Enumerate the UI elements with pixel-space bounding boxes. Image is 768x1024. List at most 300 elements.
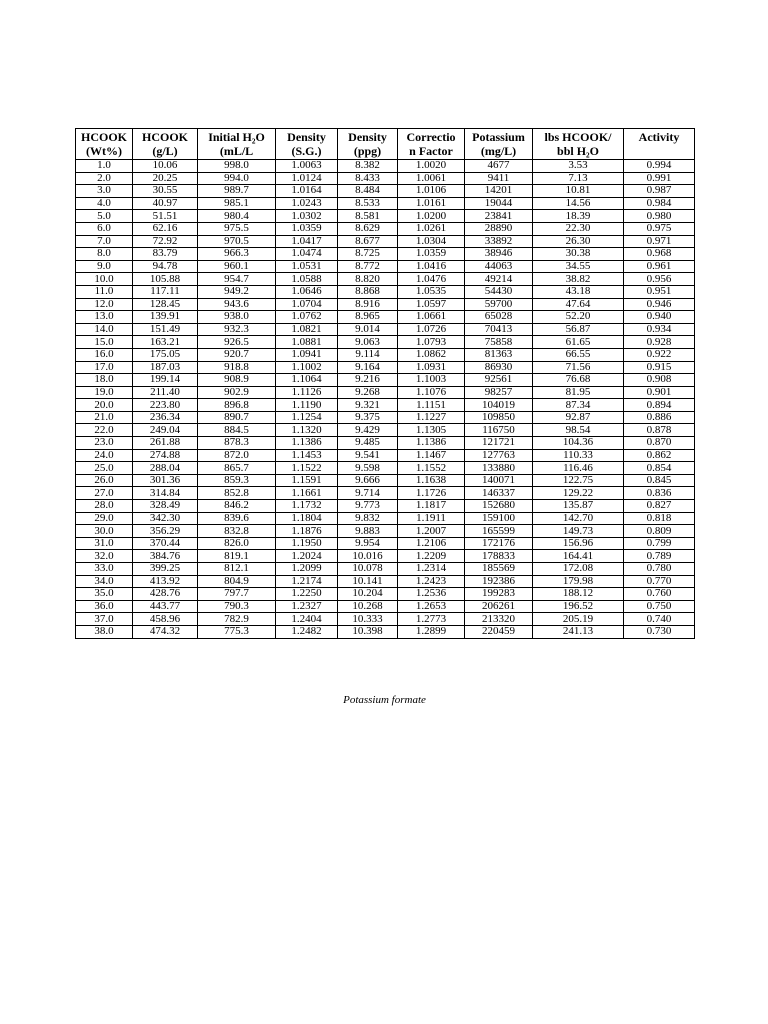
table-cell: 9.832: [338, 512, 398, 525]
table-cell: 27.0: [76, 487, 133, 500]
table-cell: 980.4: [198, 210, 276, 223]
table-cell: 1.0821: [276, 323, 338, 336]
table-row: [76, 449, 695, 462]
header-line-1: lbs HCOOK/: [544, 130, 612, 144]
table-cell: 0.901: [624, 386, 695, 399]
table-cell: 846.2: [198, 500, 276, 513]
table-row: [76, 575, 695, 588]
table-cell: 10.398: [338, 625, 398, 638]
table-row: [76, 474, 695, 487]
table-cell: 9.268: [338, 386, 398, 399]
table-cell: 1.0661: [398, 311, 465, 324]
table-cell: 998.0: [198, 160, 276, 173]
potassium-formate-table: [75, 128, 695, 639]
header-line-2: n Factor: [409, 144, 453, 158]
table-row: [76, 512, 695, 525]
table-cell: 31.0: [76, 537, 133, 550]
table-row: [76, 210, 695, 223]
header-line-2: bbl H₂O: [557, 144, 599, 158]
table-cell: 59700: [465, 298, 533, 311]
table-cell: 105.88: [133, 273, 198, 286]
table-cell: 8.725: [338, 248, 398, 261]
table-cell: 61.65: [533, 336, 624, 349]
table-row: [76, 160, 695, 173]
table-cell: 474.32: [133, 625, 198, 638]
table-cell: 8.772: [338, 260, 398, 273]
table-cell: 199283: [465, 588, 533, 601]
table-row: [76, 185, 695, 198]
table-cell: 938.0: [198, 311, 276, 324]
table-cell: 21.0: [76, 411, 133, 424]
table-cell: 975.5: [198, 222, 276, 235]
table-cell: 0.984: [624, 197, 695, 210]
table-cell: 1.2314: [398, 563, 465, 576]
table-cell: 1.1817: [398, 500, 465, 513]
header-line-1: Correctio: [406, 130, 456, 144]
table-cell: 206261: [465, 600, 533, 613]
table-cell: 14.56: [533, 197, 624, 210]
table-cell: 443.77: [133, 600, 198, 613]
table-cell: 20.25: [133, 172, 198, 185]
table-cell: 428.76: [133, 588, 198, 601]
table-row: [76, 600, 695, 613]
table-cell: 1.0726: [398, 323, 465, 336]
table-cell: 1.1227: [398, 411, 465, 424]
table-cell: 1.2007: [398, 525, 465, 538]
table-cell: 0.908: [624, 374, 695, 387]
table-cell: 1.0063: [276, 160, 338, 173]
table-cell: 9.773: [338, 500, 398, 513]
table-cell: 9.375: [338, 411, 398, 424]
table-cell: 1.1552: [398, 462, 465, 475]
table-cell: 109850: [465, 411, 533, 424]
table-cell: 10.06: [133, 160, 198, 173]
table-cell: 18.39: [533, 210, 624, 223]
table-cell: 211.40: [133, 386, 198, 399]
table-cell: 8.965: [338, 311, 398, 324]
table-cell: 2.0: [76, 172, 133, 185]
table-cell: 28.0: [76, 500, 133, 513]
table-cell: 20.0: [76, 399, 133, 412]
table-cell: 9.598: [338, 462, 398, 475]
table-cell: 1.2773: [398, 613, 465, 626]
table-cell: 0.980: [624, 210, 695, 223]
table-cell: 241.13: [533, 625, 624, 638]
table-cell: 129.22: [533, 487, 624, 500]
table-cell: 943.6: [198, 298, 276, 311]
table-cell: 826.0: [198, 537, 276, 550]
table-cell: 3.53: [533, 160, 624, 173]
table-cell: 458.96: [133, 613, 198, 626]
table-cell: 71.56: [533, 361, 624, 374]
table-cell: 926.5: [198, 336, 276, 349]
initial-water-header: [198, 129, 276, 160]
header-line-1: Activity: [638, 130, 680, 144]
table-cell: 8.581: [338, 210, 398, 223]
table-cell: 0.975: [624, 222, 695, 235]
table-cell: 832.8: [198, 525, 276, 538]
table-cell: 1.1126: [276, 386, 338, 399]
table-cell: 1.1467: [398, 449, 465, 462]
table-cell: 26.30: [533, 235, 624, 248]
table-cell: 10.0: [76, 273, 133, 286]
table-cell: 10.078: [338, 563, 398, 576]
table-cell: 1.1002: [276, 361, 338, 374]
table-cell: 8.820: [338, 273, 398, 286]
table-cell: 15.0: [76, 336, 133, 349]
table-cell: 9.429: [338, 424, 398, 437]
table-cell: 1.0535: [398, 285, 465, 298]
table-row: [76, 235, 695, 248]
table-cell: 902.9: [198, 386, 276, 399]
table-cell: 8.382: [338, 160, 398, 173]
table-cell: 0.730: [624, 625, 695, 638]
table-cell: 0.760: [624, 588, 695, 601]
table-cell: 852.8: [198, 487, 276, 500]
table-row: [76, 537, 695, 550]
table-cell: 122.75: [533, 474, 624, 487]
table-cell: 133880: [465, 462, 533, 475]
table-cell: 1.1003: [398, 374, 465, 387]
table-cell: 1.1190: [276, 399, 338, 412]
table-row: [76, 273, 695, 286]
table-row: [76, 550, 695, 563]
table-cell: 872.0: [198, 449, 276, 462]
table-cell: 954.7: [198, 273, 276, 286]
table-cell: 163.21: [133, 336, 198, 349]
table-cell: 804.9: [198, 575, 276, 588]
correction-factor-header: [398, 129, 465, 160]
table-cell: 328.49: [133, 500, 198, 513]
table-cell: 790.3: [198, 600, 276, 613]
table-cell: 1.2653: [398, 600, 465, 613]
table-cell: 356.29: [133, 525, 198, 538]
table-cell: 1.0474: [276, 248, 338, 261]
table-cell: 8.533: [338, 197, 398, 210]
table-cell: 75858: [465, 336, 533, 349]
table-row: [76, 437, 695, 450]
table-cell: 4.0: [76, 197, 133, 210]
table-cell: 301.36: [133, 474, 198, 487]
table-cell: 47.64: [533, 298, 624, 311]
table-cell: 11.0: [76, 285, 133, 298]
table-cell: 0.928: [624, 336, 695, 349]
table-cell: 38.0: [76, 625, 133, 638]
table-cell: 1.2209: [398, 550, 465, 563]
header-line-1: Potassium: [472, 130, 525, 144]
table-cell: 127763: [465, 449, 533, 462]
table-cell: 76.68: [533, 374, 624, 387]
table-cell: 1.1950: [276, 537, 338, 550]
table-cell: 10.333: [338, 613, 398, 626]
table-cell: 94.78: [133, 260, 198, 273]
table-cell: 1.1591: [276, 474, 338, 487]
table-cell: 56.87: [533, 323, 624, 336]
header-line-1: Initial H₂O: [208, 130, 265, 144]
table-cell: 10.141: [338, 575, 398, 588]
table-row: [76, 525, 695, 538]
table-cell: 17.0: [76, 361, 133, 374]
header-line-2: (g/L): [152, 144, 178, 158]
table-cell: 86930: [465, 361, 533, 374]
table-cell: 0.886: [624, 411, 695, 424]
table-cell: 159100: [465, 512, 533, 525]
table-cell: 1.1804: [276, 512, 338, 525]
table-cell: 413.92: [133, 575, 198, 588]
table-cell: 1.2250: [276, 588, 338, 601]
table-cell: 1.0931: [398, 361, 465, 374]
table-cell: 1.0359: [276, 222, 338, 235]
table-cell: 0.878: [624, 424, 695, 437]
table-cell: 1.0243: [276, 197, 338, 210]
table-cell: 8.916: [338, 298, 398, 311]
table-cell: 0.956: [624, 273, 695, 286]
table-cell: 70413: [465, 323, 533, 336]
table-cell: 1.0020: [398, 160, 465, 173]
table-cell: 261.88: [133, 437, 198, 450]
table-cell: 16.0: [76, 348, 133, 361]
table-cell: 1.0704: [276, 298, 338, 311]
table-cell: 0.991: [624, 172, 695, 185]
table-cell: 33892: [465, 235, 533, 248]
table-cell: 0.770: [624, 575, 695, 588]
table-cell: 1.0588: [276, 273, 338, 286]
table-cell: 1.1876: [276, 525, 338, 538]
table-row: [76, 172, 695, 185]
table-cell: 151.49: [133, 323, 198, 336]
table-cell: 92561: [465, 374, 533, 387]
table-cell: 985.1: [198, 197, 276, 210]
table-cell: 121721: [465, 437, 533, 450]
table-cell: 14.0: [76, 323, 133, 336]
hcook-gl-header: [133, 129, 198, 160]
table-cell: 92.87: [533, 411, 624, 424]
table-cell: 0.845: [624, 474, 695, 487]
table-cell: 9.164: [338, 361, 398, 374]
table-cell: 1.2174: [276, 575, 338, 588]
table-cell: 0.968: [624, 248, 695, 261]
table-cell: 1.0531: [276, 260, 338, 273]
table-cell: 185569: [465, 563, 533, 576]
table-cell: 156.96: [533, 537, 624, 550]
table-cell: 34.0: [76, 575, 133, 588]
table-cell: 37.0: [76, 613, 133, 626]
table-cell: 7.13: [533, 172, 624, 185]
table-cell: 1.0061: [398, 172, 465, 185]
table-cell: 878.3: [198, 437, 276, 450]
table-cell: 0.827: [624, 500, 695, 513]
header-line-1: Density: [348, 130, 387, 144]
table-row: [76, 336, 695, 349]
table-cell: 384.76: [133, 550, 198, 563]
table-cell: 0.946: [624, 298, 695, 311]
table-cell: 1.0164: [276, 185, 338, 198]
table-cell: 1.1064: [276, 374, 338, 387]
table-cell: 12.0: [76, 298, 133, 311]
header-line-1: HCOOK: [80, 130, 127, 144]
table-cell: 0.951: [624, 285, 695, 298]
table-row: [76, 613, 695, 626]
table-cell: 8.677: [338, 235, 398, 248]
header-line-2: (mg/L): [480, 144, 517, 158]
table-cell: 1.0476: [398, 273, 465, 286]
table-cell: 9.063: [338, 336, 398, 349]
table-cell: 908.9: [198, 374, 276, 387]
table-cell: 29.0: [76, 512, 133, 525]
table-cell: 797.7: [198, 588, 276, 601]
table-cell: 116.46: [533, 462, 624, 475]
table-row: [76, 487, 695, 500]
table-row: [76, 399, 695, 412]
table-cell: 0.894: [624, 399, 695, 412]
table-cell: 5.0: [76, 210, 133, 223]
table-cell: 839.6: [198, 512, 276, 525]
table-cell: 10.016: [338, 550, 398, 563]
table-cell: 1.1726: [398, 487, 465, 500]
table-cell: 890.7: [198, 411, 276, 424]
table-cell: 152680: [465, 500, 533, 513]
table-row: [76, 462, 695, 475]
density-ppg-header: [338, 129, 398, 160]
table-cell: 9.485: [338, 437, 398, 450]
table-cell: 35.0: [76, 588, 133, 601]
table-cell: 0.799: [624, 537, 695, 550]
table-cell: 192386: [465, 575, 533, 588]
table-row: [76, 411, 695, 424]
table-cell: 196.52: [533, 600, 624, 613]
table-cell: 1.0417: [276, 235, 338, 248]
table-cell: 236.34: [133, 411, 198, 424]
table-cell: 1.0302: [276, 210, 338, 223]
table-cell: 865.7: [198, 462, 276, 475]
table-cell: 25.0: [76, 462, 133, 475]
table-row: [76, 222, 695, 235]
table-cell: 288.04: [133, 462, 198, 475]
table-cell: 117.11: [133, 285, 198, 298]
table-cell: 36.0: [76, 600, 133, 613]
table-cell: 1.0161: [398, 197, 465, 210]
table-cell: 62.16: [133, 222, 198, 235]
table-cell: 135.87: [533, 500, 624, 513]
table-cell: 1.2423: [398, 575, 465, 588]
table-cell: 1.1911: [398, 512, 465, 525]
table-cell: 19044: [465, 197, 533, 210]
table-cell: 884.5: [198, 424, 276, 437]
table-cell: 54430: [465, 285, 533, 298]
table-cell: 0.987: [624, 185, 695, 198]
table-cell: 9.541: [338, 449, 398, 462]
hcook-wt-header: [76, 129, 133, 160]
table-cell: 14201: [465, 185, 533, 198]
table-cell: 859.3: [198, 474, 276, 487]
table-cell: 22.0: [76, 424, 133, 437]
table-cell: 1.2404: [276, 613, 338, 626]
table-cell: 9.114: [338, 348, 398, 361]
table-cell: 775.3: [198, 625, 276, 638]
table-cell: 9.666: [338, 474, 398, 487]
table-cell: 949.2: [198, 285, 276, 298]
table-body: [76, 160, 695, 639]
table-cell: 26.0: [76, 474, 133, 487]
table-cell: 989.7: [198, 185, 276, 198]
table-cell: 220459: [465, 625, 533, 638]
lbs-hcook-header: [533, 129, 624, 160]
table-cell: 72.92: [133, 235, 198, 248]
table-cell: 1.2099: [276, 563, 338, 576]
table-cell: 0.862: [624, 449, 695, 462]
table-cell: 1.2024: [276, 550, 338, 563]
table-cell: 22.30: [533, 222, 624, 235]
table-cell: 98257: [465, 386, 533, 399]
table-cell: 1.1386: [276, 437, 338, 450]
table-row: [76, 197, 695, 210]
table-row: [76, 361, 695, 374]
table-cell: 81.95: [533, 386, 624, 399]
table-cell: 1.0597: [398, 298, 465, 311]
table-cell: 52.20: [533, 311, 624, 324]
table-cell: 0.836: [624, 487, 695, 500]
table-cell: 9.954: [338, 537, 398, 550]
table-cell: 4677: [465, 160, 533, 173]
table-row: [76, 298, 695, 311]
table-cell: 38.82: [533, 273, 624, 286]
table-cell: 1.2899: [398, 625, 465, 638]
table-row: [76, 323, 695, 336]
table-cell: 223.80: [133, 399, 198, 412]
table-cell: 1.0862: [398, 348, 465, 361]
table-cell: 110.33: [533, 449, 624, 462]
table-cell: 0.740: [624, 613, 695, 626]
table-cell: 188.12: [533, 588, 624, 601]
table-cell: 10.204: [338, 588, 398, 601]
table-cell: 1.1453: [276, 449, 338, 462]
table-cell: 1.0304: [398, 235, 465, 248]
table-cell: 8.868: [338, 285, 398, 298]
table-cell: 213320: [465, 613, 533, 626]
table-cell: 994.0: [198, 172, 276, 185]
table-cell: 1.1638: [398, 474, 465, 487]
table-cell: 142.70: [533, 512, 624, 525]
header-line-2: (ppg): [353, 144, 382, 158]
table-cell: 0.780: [624, 563, 695, 576]
table-cell: 30.0: [76, 525, 133, 538]
table-cell: 1.1386: [398, 437, 465, 450]
table-row: [76, 260, 695, 273]
table-cell: 812.1: [198, 563, 276, 576]
table-cell: 23841: [465, 210, 533, 223]
table-cell: 9.714: [338, 487, 398, 500]
table-cell: 314.84: [133, 487, 198, 500]
table-cell: 1.1305: [398, 424, 465, 437]
table-cell: 0.934: [624, 323, 695, 336]
table-cell: 1.2482: [276, 625, 338, 638]
table-cell: 970.5: [198, 235, 276, 248]
table-cell: 24.0: [76, 449, 133, 462]
table-row: [76, 424, 695, 437]
table-row: [76, 348, 695, 361]
table-cell: 30.55: [133, 185, 198, 198]
table-cell: 399.25: [133, 563, 198, 576]
table-cell: 81363: [465, 348, 533, 361]
density-sg-header: [276, 129, 338, 160]
table-cell: 9.216: [338, 374, 398, 387]
table-cell: 28890: [465, 222, 533, 235]
table-cell: 172.08: [533, 563, 624, 576]
header-row: [76, 129, 695, 160]
table-cell: 1.0793: [398, 336, 465, 349]
table-cell: 1.2536: [398, 588, 465, 601]
table-cell: 0.940: [624, 311, 695, 324]
